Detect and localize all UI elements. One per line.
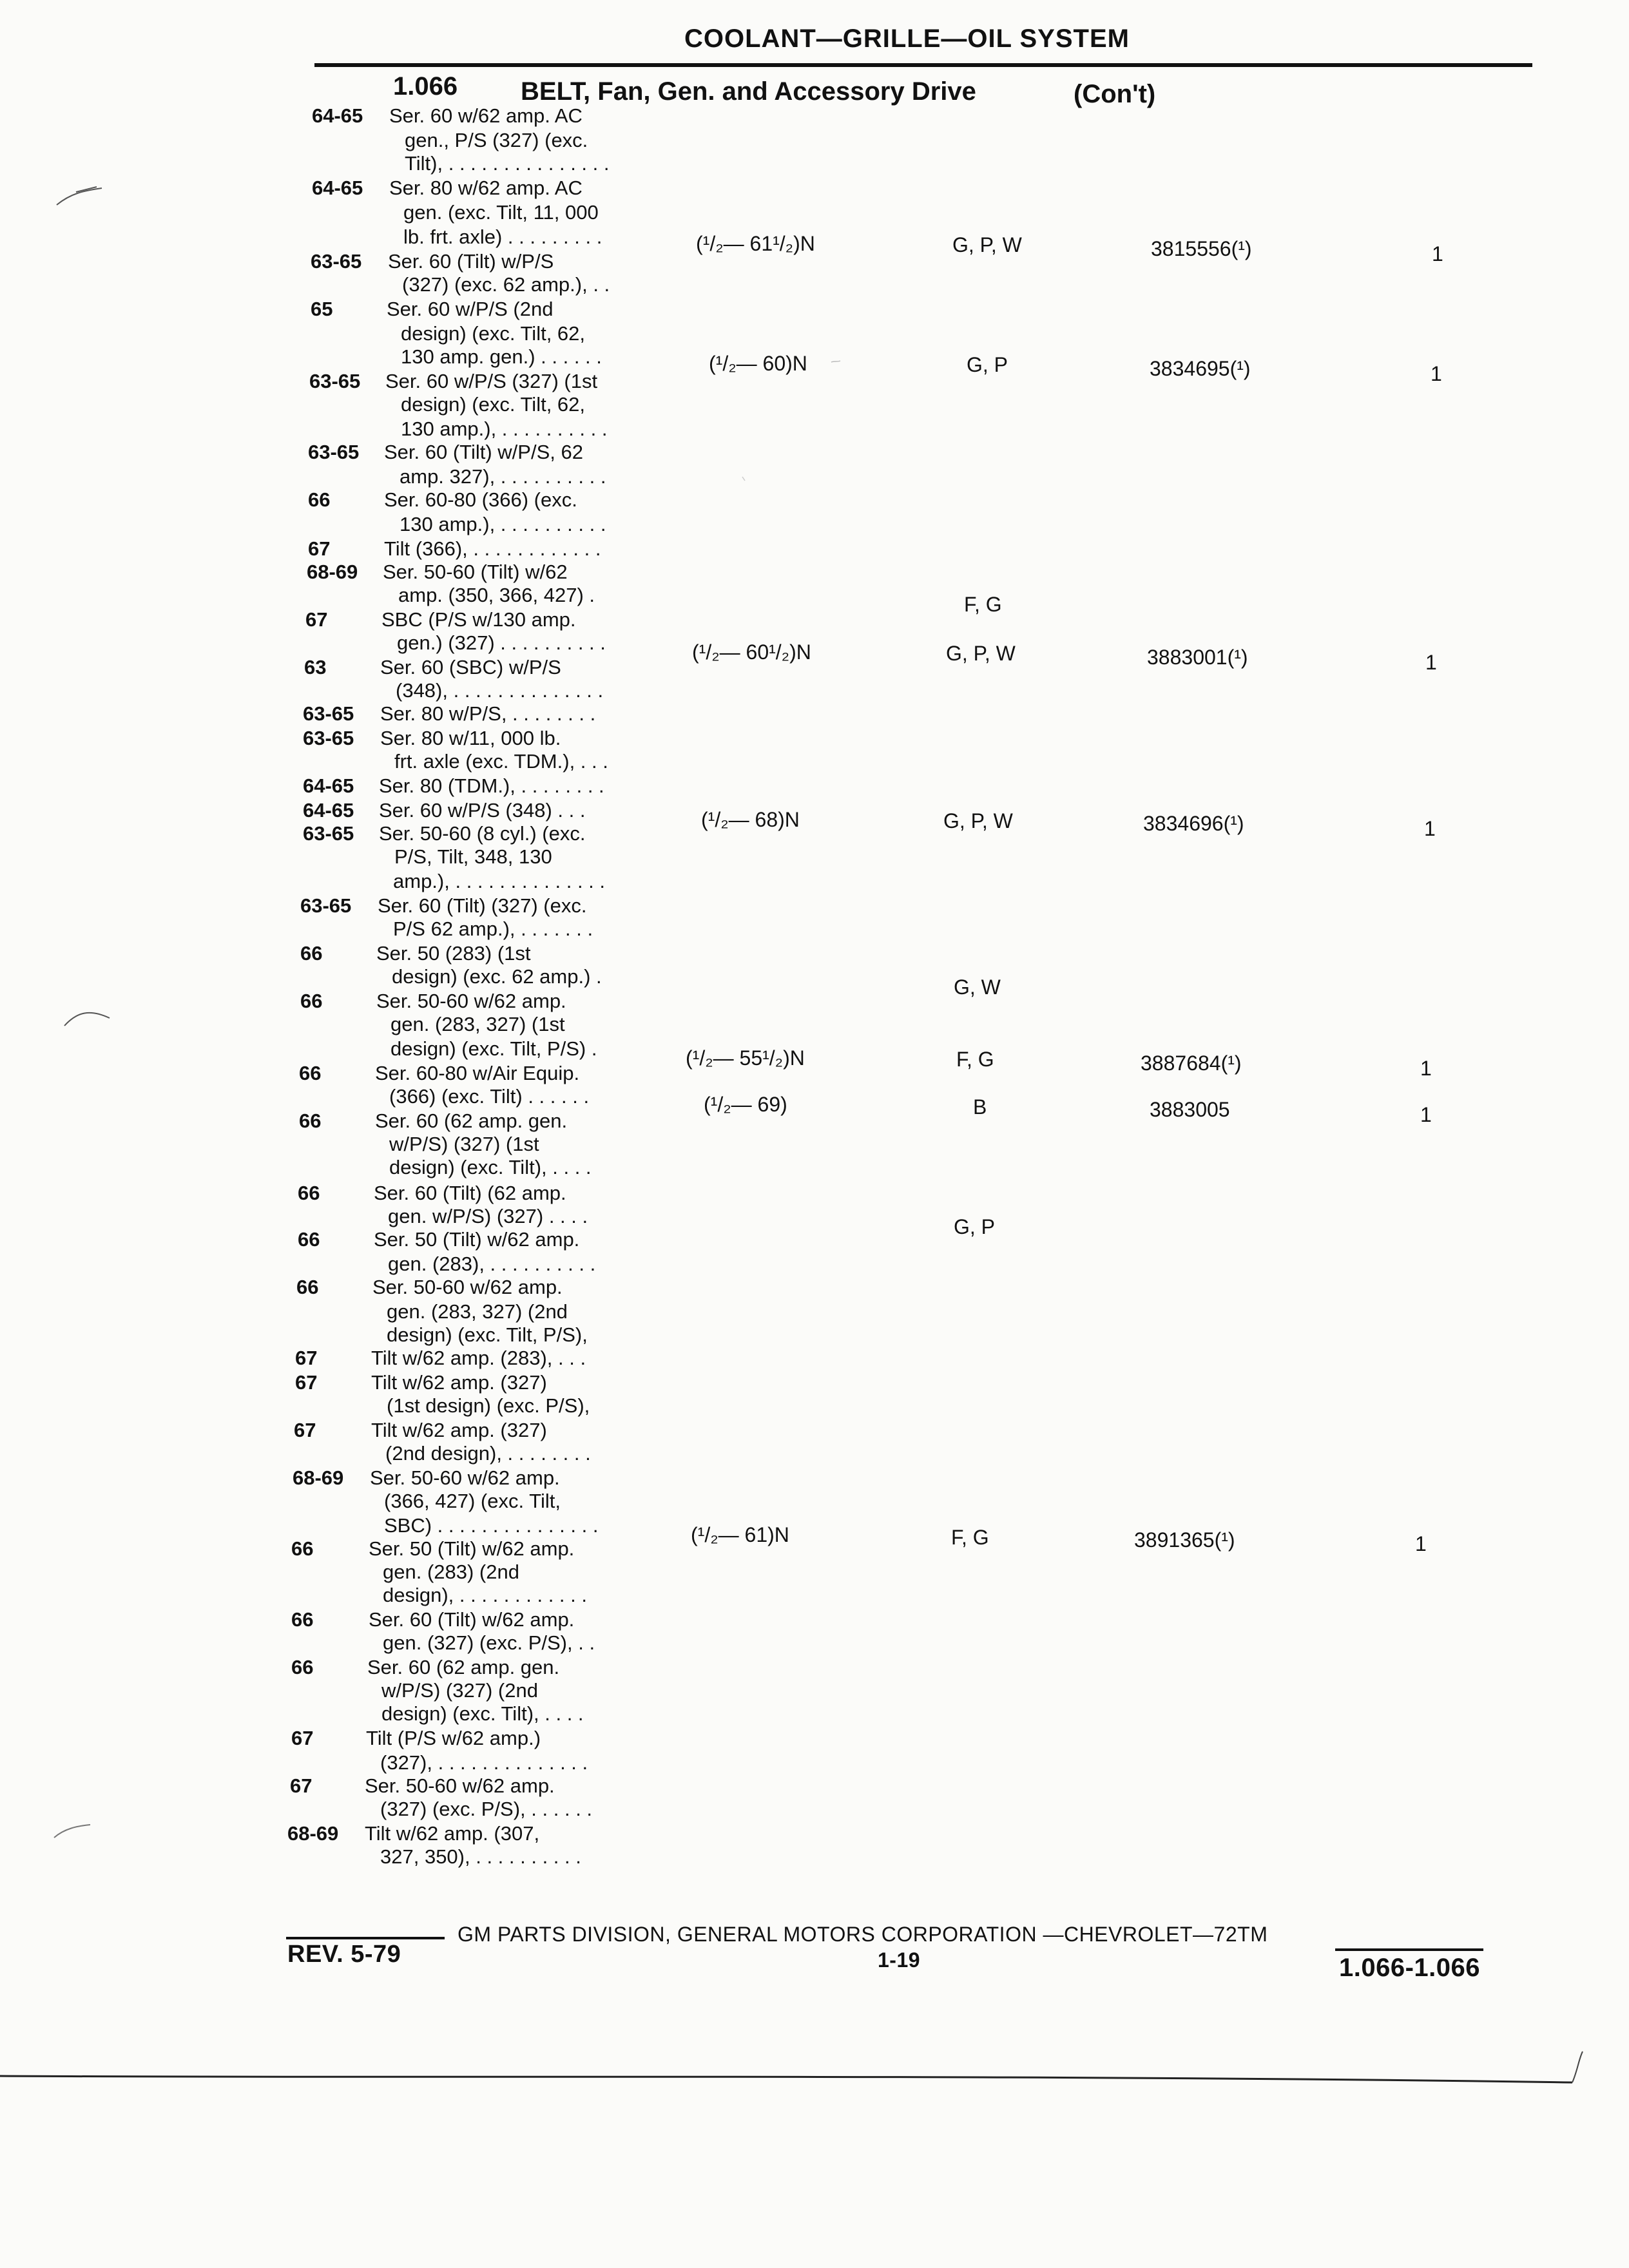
description-line: Ser. 60 (SBC) w/P/S xyxy=(380,656,561,678)
belt-size: (¹/₂— 61¹/₂)N xyxy=(696,232,815,255)
application-code: G, P, W xyxy=(946,642,1016,665)
description-line: P/S, Tilt, 348, 130 xyxy=(394,845,552,868)
description-line: Ser. 60 (Tilt) w/62 amp. xyxy=(369,1608,575,1631)
year-label: 66 xyxy=(300,942,323,965)
application-code: G, P xyxy=(954,1215,996,1238)
description-line: design) (exc. Tilt, P/S), xyxy=(387,1323,588,1346)
description-line: Ser. 50-60 (Tilt) w/62 xyxy=(383,561,568,583)
description-line: design) (exc. Tilt), . . . . xyxy=(389,1156,592,1178)
description-line: Tilt (366), . . . . . . . . . . . . xyxy=(384,537,601,560)
belt-size: (¹/₂— 60)N xyxy=(709,352,807,375)
year-label: 66 xyxy=(291,1537,314,1560)
year-label: 65 xyxy=(311,298,333,320)
quantity: 1 xyxy=(1432,242,1443,265)
section-title: COOLANT—GRILLE—OIL SYSTEM xyxy=(684,24,1130,53)
application-code: B xyxy=(973,1095,987,1119)
description-line: Ser. 80 w/P/S, . . . . . . . . xyxy=(380,702,596,725)
year-label: 63-65 xyxy=(303,822,354,845)
description-line: 130 amp. gen.) . . . . . . xyxy=(401,345,602,368)
description-line: frt. axle (exc. TDM.), . . . xyxy=(394,750,608,773)
description-line: gen. (283) (2nd xyxy=(383,1561,519,1583)
footer-section-range: 1.066-1.066 xyxy=(1339,1954,1481,1982)
year-label: 66 xyxy=(300,990,323,1012)
description-line: amp. 327), . . . . . . . . . . xyxy=(400,465,606,488)
description-line: Ser. 50-60 w/62 amp. xyxy=(376,990,566,1012)
year-label: 68-69 xyxy=(293,1466,344,1489)
year-label: 66 xyxy=(299,1062,322,1084)
description-line: gen. (283, 327) (2nd xyxy=(387,1300,568,1323)
year-label: 67 xyxy=(305,608,328,631)
year-label: 67 xyxy=(290,1774,313,1797)
description-line: (327) (exc. P/S), . . . . . . xyxy=(380,1798,593,1820)
description-line: Ser. 60-80 (366) (exc. xyxy=(384,488,577,511)
description-line: amp. (350, 366, 427) . xyxy=(398,584,595,606)
description-line: (327), . . . . . . . . . . . . . . xyxy=(380,1751,588,1774)
footer-corporation: GM PARTS DIVISION, GENERAL MOTORS CORPORATION —CHEVROLET—72TM xyxy=(458,1923,1268,1946)
description-line: Ser. 60 (62 amp. gen. xyxy=(375,1110,568,1132)
quantity: 1 xyxy=(1415,1532,1427,1555)
description-line: 130 amp.), . . . . . . . . . . xyxy=(401,418,608,440)
year-label: 64-65 xyxy=(303,774,354,797)
header-rule xyxy=(314,63,1532,67)
footer-rule-right xyxy=(1335,1948,1483,1951)
description-line: Ser. 50 (Tilt) w/62 amp. xyxy=(374,1228,580,1251)
description-line: gen. (283, 327) (1st xyxy=(390,1013,565,1035)
application-code: G, P, W xyxy=(952,233,1022,256)
year-label: 63-65 xyxy=(300,894,352,917)
footer-revision: REV. 5-79 xyxy=(287,1941,401,1968)
description-line: Ser. 60 w/P/S (327) (1st xyxy=(385,370,598,392)
description-line: gen. w/P/S) (327) . . . . xyxy=(388,1205,588,1227)
year-label: 64-65 xyxy=(312,104,363,127)
year-label: 68-69 xyxy=(287,1822,339,1845)
year-label: 66 xyxy=(299,1110,322,1132)
year-label: 63-65 xyxy=(308,441,360,463)
application-code: G, P, W xyxy=(943,809,1013,832)
description-line: (366, 427) (exc. Tilt, xyxy=(384,1490,561,1512)
description-line: lb. frt. axle) . . . . . . . . . xyxy=(403,226,602,248)
part-number: 3883005 xyxy=(1150,1098,1230,1121)
description-line: w/P/S) (327) (2nd xyxy=(381,1679,538,1702)
description-line: design) (exc. Tilt, P/S) . xyxy=(390,1037,597,1060)
description-line: Ser. 80 w/62 amp. AC xyxy=(389,177,583,199)
description-line: design) (exc. Tilt, 62, xyxy=(401,322,586,345)
description-line: Ser. 60 (Tilt) (62 amp. xyxy=(374,1182,566,1204)
year-label: 66 xyxy=(296,1276,319,1298)
part-number: 3891365(¹) xyxy=(1134,1528,1235,1552)
part-number: 3815556(¹) xyxy=(1151,237,1252,260)
description-line: (366) (exc. Tilt) . . . . . . xyxy=(389,1085,590,1108)
year-label: 67 xyxy=(308,537,331,560)
year-label: 63-65 xyxy=(309,370,361,392)
description-line: gen. (exc. Tilt, 11, 000 xyxy=(403,201,599,224)
description-line: P/S 62 amp.), . . . . . . . xyxy=(393,918,593,940)
description-line: 130 amp.), . . . . . . . . . . xyxy=(400,513,606,535)
description-line: Tilt (P/S w/62 amp.) xyxy=(366,1727,541,1749)
year-label: 68-69 xyxy=(307,561,358,583)
description-line: Ser. 60 (Tilt) w/P/S xyxy=(388,250,554,273)
part-number: 3834696(¹) xyxy=(1143,812,1244,835)
description-line: Ser. 60 w/62 amp. AC xyxy=(389,104,583,127)
description-line: Ser. 50 (283) (1st xyxy=(376,942,531,965)
description-line: Tilt w/62 amp. (283), . . . xyxy=(371,1347,586,1369)
subsection-cont: (Con't) xyxy=(1074,80,1156,108)
description-line: Ser. 50-60 w/62 amp. xyxy=(365,1774,555,1797)
year-label: 63-65 xyxy=(311,250,362,273)
description-line: (2nd design), . . . . . . . . xyxy=(385,1442,591,1465)
part-number: 3834695(¹) xyxy=(1150,357,1251,380)
description-line: Ser. 60 (Tilt) (327) (exc. xyxy=(378,894,587,917)
description-line: amp.), . . . . . . . . . . . . . . xyxy=(393,870,606,892)
description-line: Ser. 80 (TDM.), . . . . . . . . xyxy=(379,774,604,797)
description-line: design) (exc. Tilt), . . . . xyxy=(381,1702,584,1725)
description-line: 327, 350), . . . . . . . . . . xyxy=(380,1845,581,1868)
description-line: SBC (P/S w/130 amp. xyxy=(381,608,576,631)
year-label: 66 xyxy=(308,488,331,511)
description-line: w/P/S) (327) (1st xyxy=(389,1133,539,1155)
application-code: G, W xyxy=(954,975,1001,999)
part-number: 3887684(¹) xyxy=(1141,1052,1242,1075)
description-line: gen. (327) (exc. P/S), . . xyxy=(383,1631,595,1654)
year-label: 67 xyxy=(295,1347,318,1369)
description-line: Ser. 50-60 (8 cyl.) (exc. xyxy=(379,822,586,845)
part-number: 3883001(¹) xyxy=(1147,646,1248,669)
description-line: Ser. 60-80 w/Air Equip. xyxy=(375,1062,580,1084)
year-label: 66 xyxy=(298,1182,320,1204)
description-line: Ser. 60 w/P/S (2nd xyxy=(387,298,554,320)
year-label: 66 xyxy=(291,1608,314,1631)
description-line: (327) (exc. 62 amp.), . . xyxy=(402,273,610,296)
application-code: F, G xyxy=(956,1048,994,1071)
description-line: (1st design) (exc. P/S), xyxy=(387,1394,590,1417)
description-line: gen., P/S (327) (exc. xyxy=(405,129,588,151)
description-line: gen. (283), . . . . . . . . . . xyxy=(388,1253,596,1275)
description-line: Ser. 60 w/P/S (348) . . . xyxy=(379,799,586,822)
year-label: 67 xyxy=(291,1727,314,1749)
year-label: 64-65 xyxy=(312,177,363,199)
quantity: 1 xyxy=(1425,651,1437,674)
year-label: 64-65 xyxy=(303,799,354,822)
belt-size: (¹/₂— 55¹/₂)N xyxy=(686,1046,805,1070)
footer-rule-left xyxy=(286,1937,445,1939)
description-line: Tilt w/62 amp. (327) xyxy=(371,1371,547,1394)
description-line: Tilt w/62 amp. (327) xyxy=(371,1419,547,1441)
belt-size: (¹/₂— 68)N xyxy=(701,808,800,831)
description-line: Ser. 50-60 w/62 amp. xyxy=(372,1276,563,1298)
year-label: 67 xyxy=(295,1371,318,1394)
year-label: 66 xyxy=(291,1656,314,1678)
application-code: F, G xyxy=(951,1526,989,1549)
description-line: Ser. 80 w/11, 000 lb. xyxy=(380,727,561,749)
belt-size: (¹/₂— 61)N xyxy=(691,1523,789,1546)
belt-size: (¹/₂— 60¹/₂)N xyxy=(692,640,811,664)
quantity: 1 xyxy=(1420,1103,1432,1126)
description-line: SBC) . . . . . . . . . . . . . . . xyxy=(384,1514,599,1537)
quantity: 1 xyxy=(1431,362,1442,385)
description-line: design) (exc. Tilt, 62, xyxy=(401,393,586,416)
description-line: Ser. 60 (Tilt) w/P/S, 62 xyxy=(384,441,583,463)
description-line: Ser. 50-60 w/62 amp. xyxy=(370,1466,560,1489)
subsection-title: BELT, Fan, Gen. and Accessory Drive xyxy=(521,77,976,106)
year-label: 67 xyxy=(294,1419,316,1441)
description-line: Tilt w/62 amp. (307, xyxy=(365,1822,540,1845)
subsection-code: 1.066 xyxy=(393,72,458,101)
application-code: G, P xyxy=(967,353,1008,376)
year-label: 63 xyxy=(304,656,327,678)
description-line: Ser. 50 (Tilt) w/62 amp. xyxy=(369,1537,575,1560)
belt-size: (¹/₂— 69) xyxy=(704,1093,787,1116)
description-line: design) (exc. 62 amp.) . xyxy=(392,965,602,988)
application-code: F, G xyxy=(964,593,1002,616)
description-line: design), . . . . . . . . . . . . xyxy=(383,1584,587,1606)
footer-page-number: 1-19 xyxy=(878,1948,921,1972)
description-line: Tilt), . . . . . . . . . . . . . . . xyxy=(405,152,610,175)
description-line: (348), . . . . . . . . . . . . . . xyxy=(396,679,604,702)
year-label: 66 xyxy=(298,1228,320,1251)
description-line: gen.) (327) . . . . . . . . . . xyxy=(397,631,606,654)
description-line: Ser. 60 (62 amp. gen. xyxy=(367,1656,560,1678)
year-label: 63-65 xyxy=(303,727,354,749)
year-label: 63-65 xyxy=(303,702,354,725)
quantity: 1 xyxy=(1420,1057,1432,1080)
quantity: 1 xyxy=(1424,817,1436,840)
